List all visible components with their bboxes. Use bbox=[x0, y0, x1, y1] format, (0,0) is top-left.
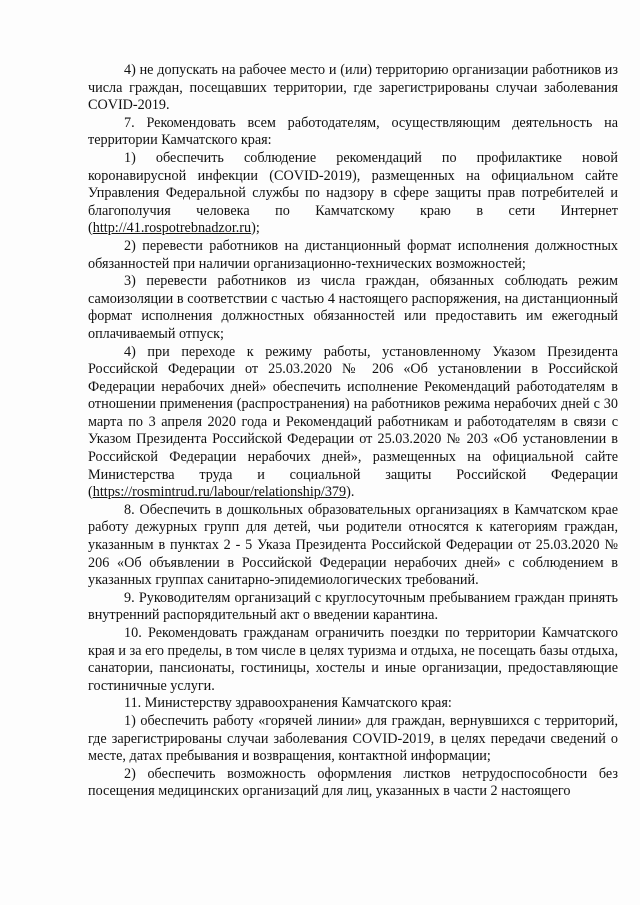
paragraph-item-1-recommendations bbox=[88, 150, 618, 238]
paragraph-section-8: 8. Обеспечить в дошкольных образовательных организациях в Камчатском крае работу дежурных групп для детей, чьи родители относятся к категориям граждан, указанным в пунктах 2 - 5 Указа Президента Российской Федерации от 25.03.2020 № 206 «Об объявлении в Российской Федерации нерабочих дней» с соблюдением в указанных группах санитарно-эпидемиологических требований. bbox=[88, 501, 618, 589]
paragraph-item-4-no-access: 4) не допускать на рабочее место и (или) территорию организации работников из числа граждан, посещавших территории, где зарегистрированы случаи заболевания COVID-2019. bbox=[88, 62, 618, 114]
paragraph-section-11: 11. Министерству здравоохранения Камчатского края: bbox=[124, 695, 452, 712]
rosmintrud-link[interactable]: https://rosmintrud.ru/labour/relationship/379 bbox=[92, 484, 347, 501]
paragraph-section-10: 10. Рекомендовать гражданам ограничить поездки по территории Камчатского края и за его пределы, в том числе в целях туризма и отдыха, не посещать базы отдыха, санатории, пансионаты, гостиницы, хостелы и иные организации, предоставляющие гостиничные услуги. bbox=[88, 625, 618, 694]
document-body bbox=[88, 62, 618, 801]
paragraph-text: ). bbox=[346, 484, 355, 501]
paragraph-item-3-self-isolation: 3) перевести работников из числа граждан, обязанных соблюдать режим самоизоляции в соответствии с частью 4 настоящего распоряжения, на дистанционный формат исполнения должностных обязанностей или предоставить им ежегодный оплачиваемый отпуск; bbox=[88, 273, 618, 342]
paragraph-text: 1) обеспечить соблюдение рекомендаций по профилактике новой коронавирусной инфекции (COVID-2019), размещенных на официальном сайте Управления Федеральной службы по надзору в сфере защиты прав потребителей и благополучия человека по Камчатскому краю в сети Интернет ( bbox=[88, 149, 618, 237]
paragraph-item-2-remote-work: 2) перевести работников на дистанционный формат исполнения должностных обязанностей при наличии организационно-технических возможностей; bbox=[88, 237, 618, 272]
paragraph-section-9: 9. Руководителям организаций с круглосуточным пребыванием граждан принять внутренний распорядительный акт о введении карантина. bbox=[88, 589, 618, 624]
rospotrebnadzor-link[interactable]: http://41.rospotrebnadzor.ru bbox=[92, 220, 252, 237]
paragraph-text: ); bbox=[251, 220, 260, 237]
paragraph-section-7: 7. Рекомендовать всем работодателям, осуществляющим деятельность на территории Камчатского края: bbox=[88, 114, 618, 149]
paragraph-item-2-sick-leave: 2) обеспечить возможность оформления листков нетрудоспособности без посещения медицинских организаций для лиц, указанных в части 2 настоящего bbox=[88, 765, 618, 800]
paragraph-item-1-hotline: 1) обеспечить работу «горячей линии» для граждан, вернувшихся с территорий, где зарегистрированы случаи заболевания COVID-2019, в целях передачи сведений о месте, датах пребывания и возвращения, контактной информации; bbox=[88, 712, 618, 765]
paragraph-text: 4) при переходе к режиму работы, установленному Указом Президента Российской Федерации от 25.03.2020 № 206 «Об установлении в Российской Федерации нерабочих дней» обеспечить исполнение Рекомендаций работодателям в отношении применения (распространения) на работников режима нерабочих дней с 30 марта по 3 апреля 2020 года и Рекомендаций работникам и работодателям в связи с Указом Президента Российской Федерации от 25.03.2020 № 203 «Об установлении в Российской Федерации нерабочих дней», размещенных на официальной сайте Министерства труда и социальной защиты Российской Федерации ( bbox=[88, 343, 618, 501]
paragraph-item-4-work-regime bbox=[88, 344, 618, 502]
